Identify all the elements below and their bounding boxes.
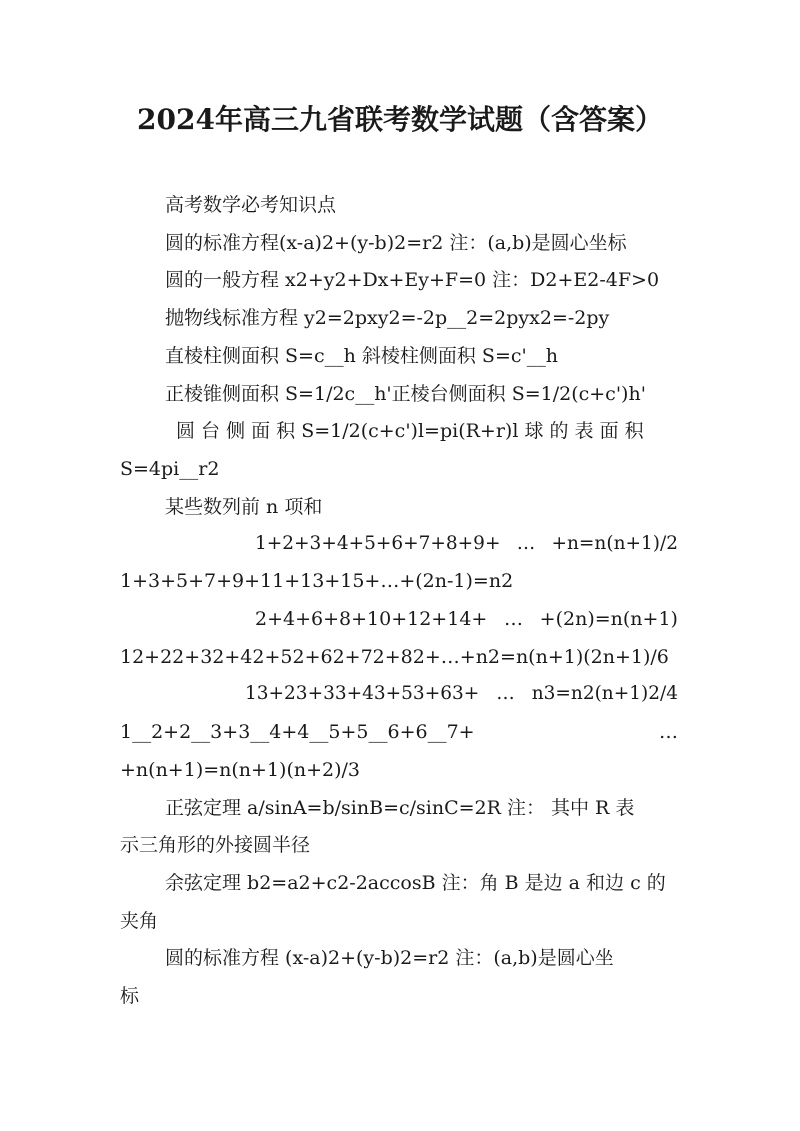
formula-left: 1__2+2__3+3__4+4__5+5__6+6__7+ — [120, 721, 475, 743]
formula-right: n3=n2(n+1)2/4 — [531, 683, 678, 704]
paragraph-line: 圆的标准方程(x-a)2+(y-b)2=r2 注：(a,b)是圆心坐标 — [165, 232, 627, 254]
formula-right: +(2n)=n(n+1) — [539, 608, 678, 630]
paragraph-line: 圆的标准方程 (x-a)2+(y-b)2=r2 注：(a,b)是圆心坐 — [165, 947, 614, 969]
paragraph-line: 圆的一般方程 x2+y2+Dx+Ey+F=0 注：D2+E2-4F>0 — [165, 269, 660, 291]
paragraph-line: 标 — [120, 985, 140, 1007]
formula-ellipsis: … — [659, 721, 678, 743]
paragraph-line: 抛物线标准方程 y2=2pxy2=-2p__2=2pyx2=-2py — [165, 307, 610, 329]
formula-row — [255, 607, 678, 631]
formula-ellipsis: … — [504, 608, 523, 630]
paragraph-line: 1+3+5+7+9+11+13+15+…+(2n-1)=n2 — [120, 570, 514, 592]
formula-row — [120, 720, 678, 744]
paragraph-subheading: 某些数列前 n 项和 — [165, 496, 323, 518]
document-title: 2024年高三九省联考数学试题（含答案） — [137, 103, 663, 136]
paragraph-line: 余弦定理 b2=a2+c2-2accosB 注：角 B 是边 a 和边 c 的 — [165, 872, 666, 894]
paragraph-line: 正棱锥侧面积 S=1/2c__h'正棱台侧面积 S=1/2(c+c')h' — [165, 383, 646, 405]
paragraph-line: +n(n+1)=n(n+1)(n+2)/3 — [120, 759, 361, 781]
paragraph-heading: 高考数学必考知识点 — [165, 194, 337, 216]
formula-left: 2+4+6+8+10+12+14+ — [255, 608, 488, 630]
formula-row — [255, 532, 678, 556]
paragraph-line: S=4pi__r2 — [120, 458, 220, 480]
paragraph-line: 直棱柱侧面积 S=c__h 斜棱柱侧面积 S=c'__h — [165, 345, 558, 367]
paragraph-line: 圆 台 侧 面 积 S=1/2(c+c')l=pi(R+r)l 球 的 表 面 积 — [176, 420, 644, 442]
formula-right: +n=n(n+1)/2 — [551, 533, 678, 554]
formula-ellipsis: … — [516, 533, 536, 554]
paragraph-line: 12+22+32+42+52+62+72+82+…+n2=n(n+1)(2n+1)/6 — [120, 646, 669, 668]
paragraph-line: 示三角形的外接圆半径 — [120, 834, 311, 856]
paragraph-line: 正弦定理 a/sinA=b/sinB=c/sinC=2R 注： 其中 R 表 — [165, 797, 635, 819]
formula-left: 13+23+33+43+53+63+ — [245, 683, 480, 704]
formula-ellipsis: … — [496, 683, 515, 704]
formula-left: 1+2+3+4+5+6+7+8+9+ — [255, 533, 501, 554]
formula-row — [245, 682, 678, 706]
paragraph-line: 夹角 — [120, 910, 159, 932]
